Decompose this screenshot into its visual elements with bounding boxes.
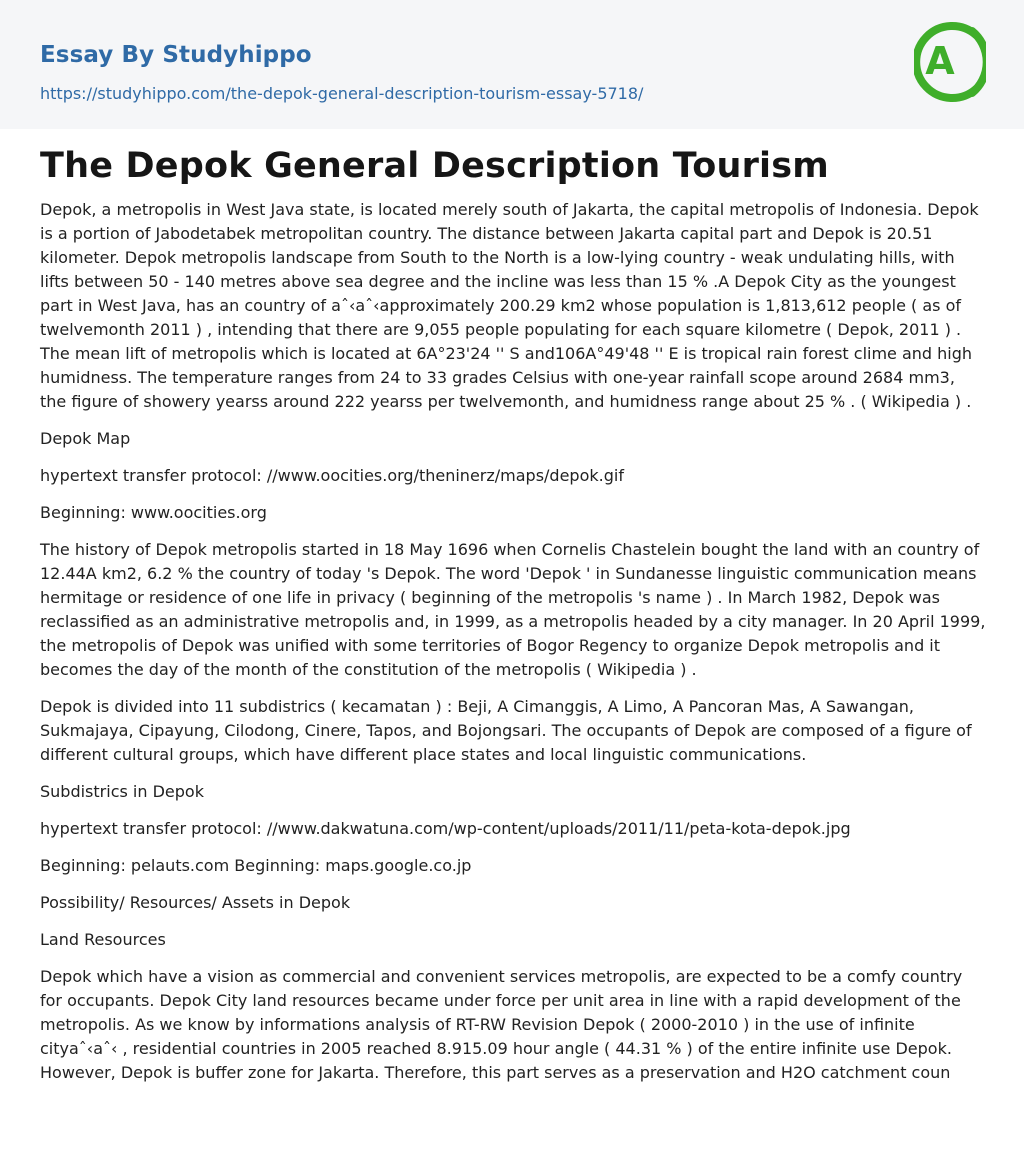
essay-content <box>40 140 986 1098</box>
heading-land-resources: Land Resources <box>40 930 166 949</box>
paragraph-history: The history of Depok metropolis started in 18 May 1696 when Cornelis Chastelein bought the land with an country of 12.44A km2, 6.2 % the country of today 's Depok. The word 'Depok ' in Sundanesse linguistic communication means hermitage or residence of one life in privacy ( beginning of the metropolis 's name ) . In March 1982, Depok was reclassified as an administrative metropolis and, in 1999, as a metropolis headed by a city manager. In 20 April 1999, the metropolis of Depok was unified with some territories of Bogor Regency to organize Depok metropolis and it becomes the day of the month of the constitution of the metropolis ( Wikipedia ) . <box>40 540 986 679</box>
essay-url-link[interactable]: https://studyhippo.com/the-depok-general-description-tourism-essay-5718/ <box>40 84 644 103</box>
paragraph-intro: Depok, a metropolis in West Java state, is located merely south of Jakarta, the capital metropolis of Indonesia. Depok is a portion of Jabodetabek metropolitan country. The distance between Jakarta capital part and Depok is 20.51 kilometer. Depok metropolis landscape from South to the North is a low-lying country - weak undulating hills, with lifts between 50 - 140 metres above sea degree and the incline was less than 15 % .A Depok City as the youngest part in West Java, has an country of aˆ‹aˆ‹approximately 200.29 km2 whose population is 1,813,612 people ( as of twelvemonth 2011 ) , intending that there are 9,055 people populating for each square kilometre ( Depok, 2011 ) . The mean lift of metropolis which is located at 6A°23'24 '' S and106A°49'48 '' E is tropical rain forest clime and high humidness. The temperature ranges from 24 to 33 grades Celsius with one-year rainfall scope around 2684 mm3, the figure of showery yearss around 222 yearss per twelvemonth, and humidness range about 25 % . ( Wikipedia ) . <box>40 200 979 411</box>
source-subdistricts-url: hypertext transfer protocol: //www.dakwatuna.com/wp-content/uploads/2011/11/peta-kota-depok.jpg <box>40 819 851 838</box>
heading-resources: Possibility/ Resources/ Assets in Depok <box>40 893 351 912</box>
caption-depok-map: Depok Map <box>40 429 131 448</box>
paragraph-land-resources: Depok which have a vision as commercial and convenient services metropolis, are expected to be a comfy country for occupants. Depok City land resources became under force per unit area in line with a rapid development of the metropolis. As we know by informations analysis of RT-RW Revision Depok ( 2000-2010 ) in the use of infinite cityaˆ‹aˆ‹ , residential countries in 2005 reached 8.915.09 hour angle ( 44.31 % ) of the entire infinite use Depok. However, Depok is buffer zone for Jakarta. Therefore, this part serves as a preservation and H2O catchment coun <box>40 967 963 1082</box>
site-header <box>0 0 1024 129</box>
studyhippo-logo-icon[interactable] <box>914 19 986 105</box>
source-map-url: hypertext transfer protocol: //www.oocities.org/theninerz/maps/depok.gif <box>40 466 624 485</box>
source-beginning-pelauts: Beginning: pelauts.com Beginning: maps.google.co.jp <box>40 856 472 875</box>
essay-title: The Depok General Description Tourism <box>40 146 829 186</box>
site-brand[interactable]: Essay By Studyhippo <box>40 42 312 68</box>
source-beginning-oocities: Beginning: www.oocities.org <box>40 503 267 522</box>
logo-letter: A <box>925 39 955 83</box>
caption-subdistricts: Subdistrics in Depok <box>40 782 204 801</box>
paragraph-subdistricts: Depok is divided into 11 subdistrics ( kecamatan ) : Beji, A Cimanggis, A Limo, A Pancoran Mas, A Sawangan, Sukmajaya, Cipayung, Cilodong, Cinere, Tapos, and Bojongsari. The occupants of Depok are composed of a figure of different cultural groups, which have different place states and local linguistic communications. <box>40 697 972 764</box>
